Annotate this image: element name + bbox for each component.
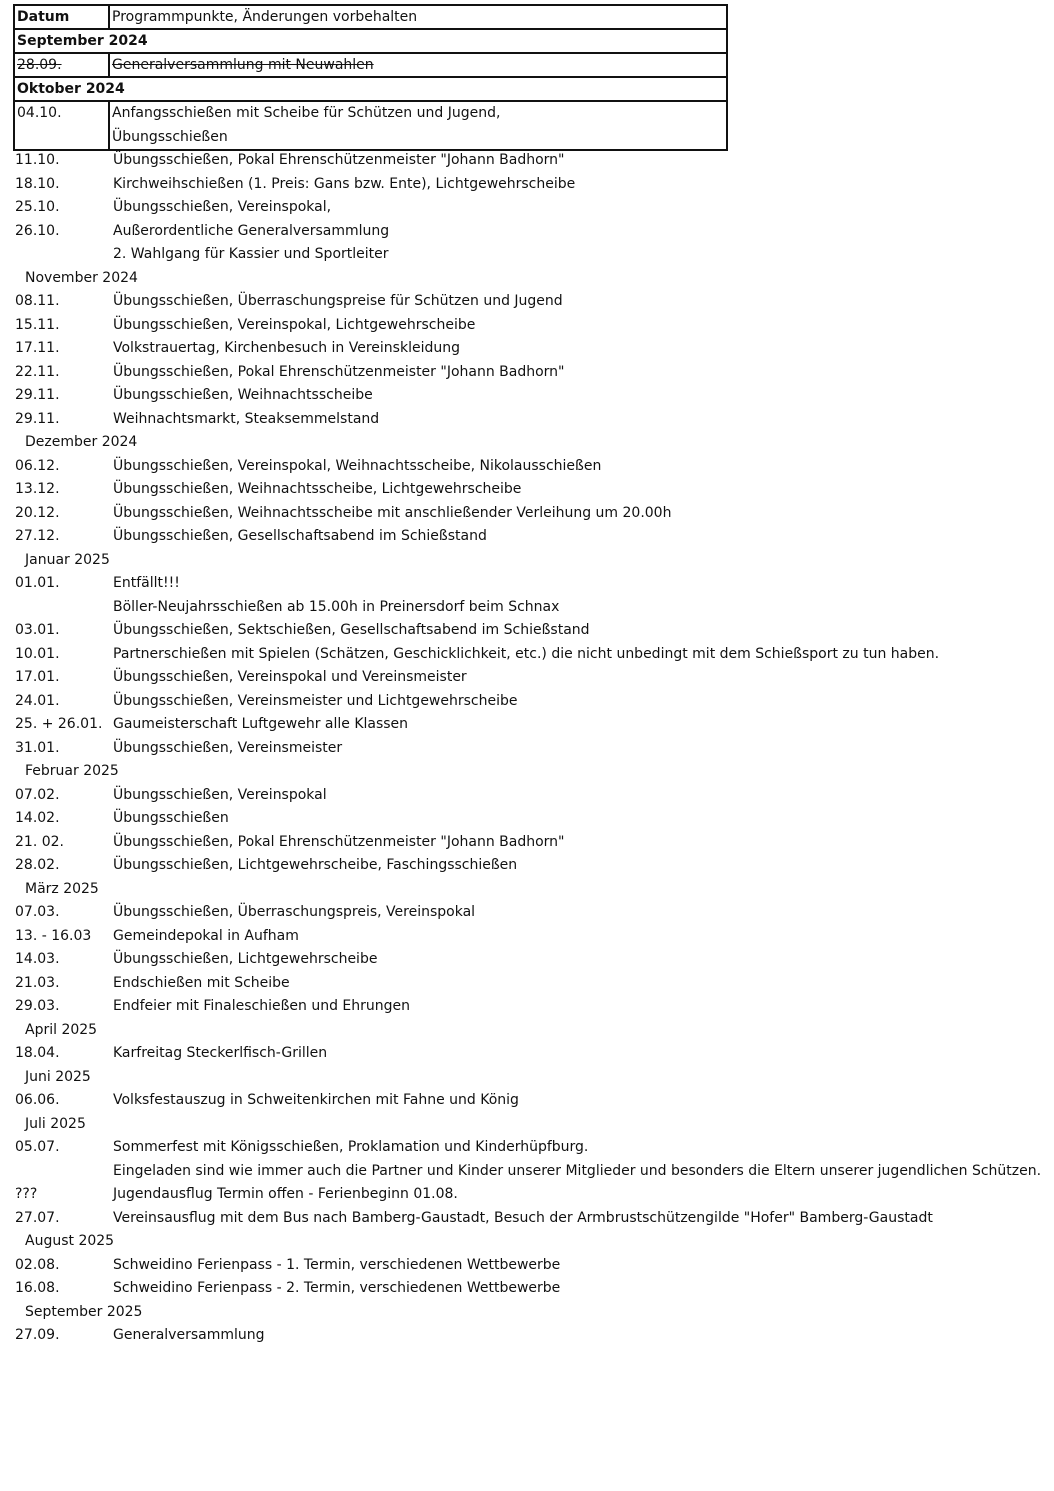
event-text: Übungsschießen, Lichtgewehrscheibe, Faschingsschießen [113,857,518,873]
event-text: Kirchweihschießen (1. Preis: Gans bzw. Ente), Lichtgewehrscheibe [113,175,576,192]
event-row [0,361,1054,385]
event-text: Karfreitag Steckerlfisch-Grillen [113,1045,328,1061]
event-row [0,713,1054,737]
event-text: Übungsschießen, Weihnachtsscheibe, Lichtgewehrscheibe [113,481,522,497]
event-row [0,690,1054,714]
event-text: Schweidino Ferienpass - 1. Termin, verschiedenen Wettbewerbe [113,1256,561,1273]
event-date: 13. - 16.03 [15,927,92,944]
month-heading: Juni 2025 [25,1068,91,1085]
event-row [15,102,726,149]
event-text: Böller-Neujahrsschießen ab 15.00h in Preinersdorf beim Schnax [113,598,560,615]
event-text: Weihnachtsmarkt, Steaksemmelstand [113,410,380,427]
event-date: 29.11. [15,410,60,427]
event-row [0,196,1054,220]
month-heading: September 2024 [17,33,148,49]
event-date: 10.01. [15,645,60,662]
month-heading: September 2025 [25,1303,143,1320]
event-row [0,925,1054,949]
event-row [0,220,1054,244]
header-table [13,4,728,151]
event-text: Endschießen mit Scheibe [113,974,290,991]
month-heading: Juli 2025 [25,1115,86,1132]
event-text: Übungsschießen [113,810,229,826]
event-date: 22.11. [15,363,60,380]
event-text: Volksfestauszug in Schweitenkirchen mit Fahne und König [113,1092,519,1108]
event-text: Vereinsausflug mit dem Bus nach Bamberg-Gaustadt, Besuch der Armbrustschützengilde "Hofer" Bamberg-Gaustadt [113,1209,933,1226]
event-date: 27.07. [15,1209,60,1226]
event-date: ??? [15,1186,38,1202]
event-row [0,854,1054,878]
event-date: 14.03. [15,951,60,967]
event-date: 16.08. [15,1280,60,1296]
event-date: 11.10. [15,152,60,168]
event-date: 24.01. [15,692,60,709]
event-text-block [110,102,726,149]
event-row [0,995,1054,1019]
month-heading: März 2025 [25,880,99,897]
event-text: Übungsschießen, Vereinspokal und Vereinsmeister [113,669,467,685]
event-text: Übungsschießen, Pokal Ehrenschützenmeister "Johann Badhorn" [113,833,565,850]
event-date: 25.10. [15,199,60,215]
event-row [0,1136,1054,1160]
month-heading-row [15,78,726,102]
event-text: Übungsschießen, Vereinspokal, Lichtgewehrscheibe [113,316,476,333]
event-row [0,502,1054,526]
event-text: Übungsschießen, Vereinspokal [113,786,327,803]
event-text: Sommerfest mit Königsschießen, Proklamation und Kinderhüpfburg. [113,1139,589,1155]
event-date: 25. + 26.01. [15,716,103,732]
event-row [0,1324,1054,1348]
event-row [0,149,1054,173]
event-date: 21.03. [15,974,60,991]
event-date: 18.10. [15,175,60,192]
event-date: 03.01. [15,622,60,638]
event-text: Gaumeisterschaft Luftgewehr alle Klassen [113,716,409,732]
event-text: Generalversammlung [113,1327,265,1343]
event-text: Übungsschießen, Vereinsmeister [113,739,343,756]
event-text: Übungsschießen [112,128,228,145]
event-date: 02.08. [15,1256,60,1273]
event-text: Übungsschießen, Überraschungspreise für Schützen und Jugend [113,293,563,309]
event-text: Übungsschießen, Gesellschaftsabend im Schießstand [113,528,487,544]
event-text: Außerordentliche Generalversammlung [113,222,390,239]
event-date: 26.10. [15,222,60,239]
month-heading: Oktober 2024 [17,81,125,97]
event-date: 21. 02. [15,833,64,850]
event-row [0,666,1054,690]
event-text: 2. Wahlgang für Kassier und Sportleiter [113,246,389,262]
event-date: 31.01. [15,739,60,756]
month-heading: November 2024 [25,269,138,286]
event-text: Übungsschießen, Lichtgewehrscheibe [113,951,378,967]
event-text: Jugendausflug Termin offen - Ferienbeginn 01.08. [113,1186,458,1202]
event-date: 17.01. [15,669,60,685]
event-row [0,619,1054,643]
month-heading: August 2025 [25,1233,115,1249]
event-row [0,572,1054,596]
event-date: 20.12. [15,504,60,521]
event-date: 07.03. [15,904,60,920]
event-row [0,643,1054,667]
event-text: Übungsschießen, Weihnachtsscheibe mit anschließender Verleihung um 20.00h [113,504,672,521]
event-row [0,737,1054,761]
month-heading: Januar 2025 [25,551,110,568]
event-row [0,408,1054,432]
event-date [0,243,113,267]
event-text: Gemeindepokal in Aufham [113,927,299,944]
event-row [0,784,1054,808]
event-text: Eingeladen sind wie immer auch die Partner und Kinder unserer Mitglieder und besonders die Eltern unserer jugendlichen Schützen. [113,1162,1042,1179]
month-heading: Dezember 2024 [25,434,138,450]
month-heading: April 2025 [25,1021,98,1038]
event-row [0,337,1054,361]
event-date: 28.02. [15,857,60,873]
event-date: 05.07. [15,1139,60,1155]
event-row [0,314,1054,338]
event-row [0,455,1054,479]
event-text: Übungsschießen, Pokal Ehrenschützenmeister "Johann Badhorn" [113,363,565,380]
event-text: Anfangsschießen mit Scheibe für Schützen und Jugend, [112,105,501,121]
event-row [0,243,1054,267]
event-row [0,1089,1054,1113]
event-row [0,1160,1054,1184]
event-text: Übungsschießen, Vereinspokal, Weihnachtsscheibe, Nikolausschießen [113,457,602,474]
event-row [0,831,1054,855]
header-row [15,6,726,30]
event-date: 06.06. [15,1092,60,1108]
event-row [0,972,1054,996]
event-date: 15.11. [15,316,60,333]
event-row [0,525,1054,549]
event-date: 13.12. [15,481,60,497]
event-date: 14.02. [15,810,60,826]
event-text: Übungsschießen, Sektschießen, Gesellschaftsabend im Schießstand [113,622,590,638]
event-date: 17.11. [15,340,60,356]
event-row [0,384,1054,408]
event-date [0,596,113,620]
event-row [0,807,1054,831]
event-row [0,1277,1054,1301]
event-date: 27.12. [15,528,60,544]
month-heading: Februar 2025 [25,763,119,779]
event-row [0,173,1054,197]
event-date: 18.04. [15,1045,60,1061]
event-row [0,290,1054,314]
event-date: 28.09. [15,54,110,76]
month-heading-row [15,30,726,54]
event-row [0,1042,1054,1066]
event-text: Übungsschießen, Weihnachtsscheibe [113,387,373,403]
event-text: Übungsschießen, Überraschungspreis, Vereinspokal [113,904,476,920]
program-column-header: Programmpunkte, Änderungen vorbehalten [112,9,418,25]
event-date: 08.11. [15,293,60,309]
date-column-header: Datum [15,6,110,28]
event-text: Partnerschießen mit Spielen (Schätzen, Geschicklichkeit, etc.) die nicht unbedingt mit dem Schießsport zu tun haben. [113,645,940,662]
event-row [0,1183,1054,1207]
event-date: 27.09. [15,1327,60,1343]
event-row [0,596,1054,620]
event-date: 29.03. [15,998,60,1014]
event-date: 07.02. [15,786,60,803]
event-text: Entfällt!!! [113,575,180,591]
event-row [0,901,1054,925]
event-date: 06.12. [15,457,60,474]
event-text: Übungsschießen, Pokal Ehrenschützenmeister "Johann Badhorn" [113,152,565,168]
event-list [0,149,1054,1348]
event-row [0,1207,1054,1231]
event-date: 01.01. [15,575,60,591]
event-row [0,948,1054,972]
event-row [0,1254,1054,1278]
event-row [15,54,726,78]
event-text: Schweidino Ferienpass - 2. Termin, verschiedenen Wettbewerbe [113,1280,561,1296]
event-date [0,1160,113,1184]
event-text: Übungsschießen, Vereinsmeister und Lichtgewehrscheibe [113,692,518,709]
event-row [0,478,1054,502]
event-text: Endfeier mit Finaleschießen und Ehrungen [113,998,411,1014]
event-text: Volkstrauertag, Kirchenbesuch in Vereinskleidung [113,340,460,356]
event-date: 04.10. [15,102,110,149]
event-date: 29.11. [15,387,60,403]
event-text: Übungsschießen, Vereinspokal, [113,199,332,215]
event-text: Generalversammlung mit Neuwahlen [112,57,374,73]
